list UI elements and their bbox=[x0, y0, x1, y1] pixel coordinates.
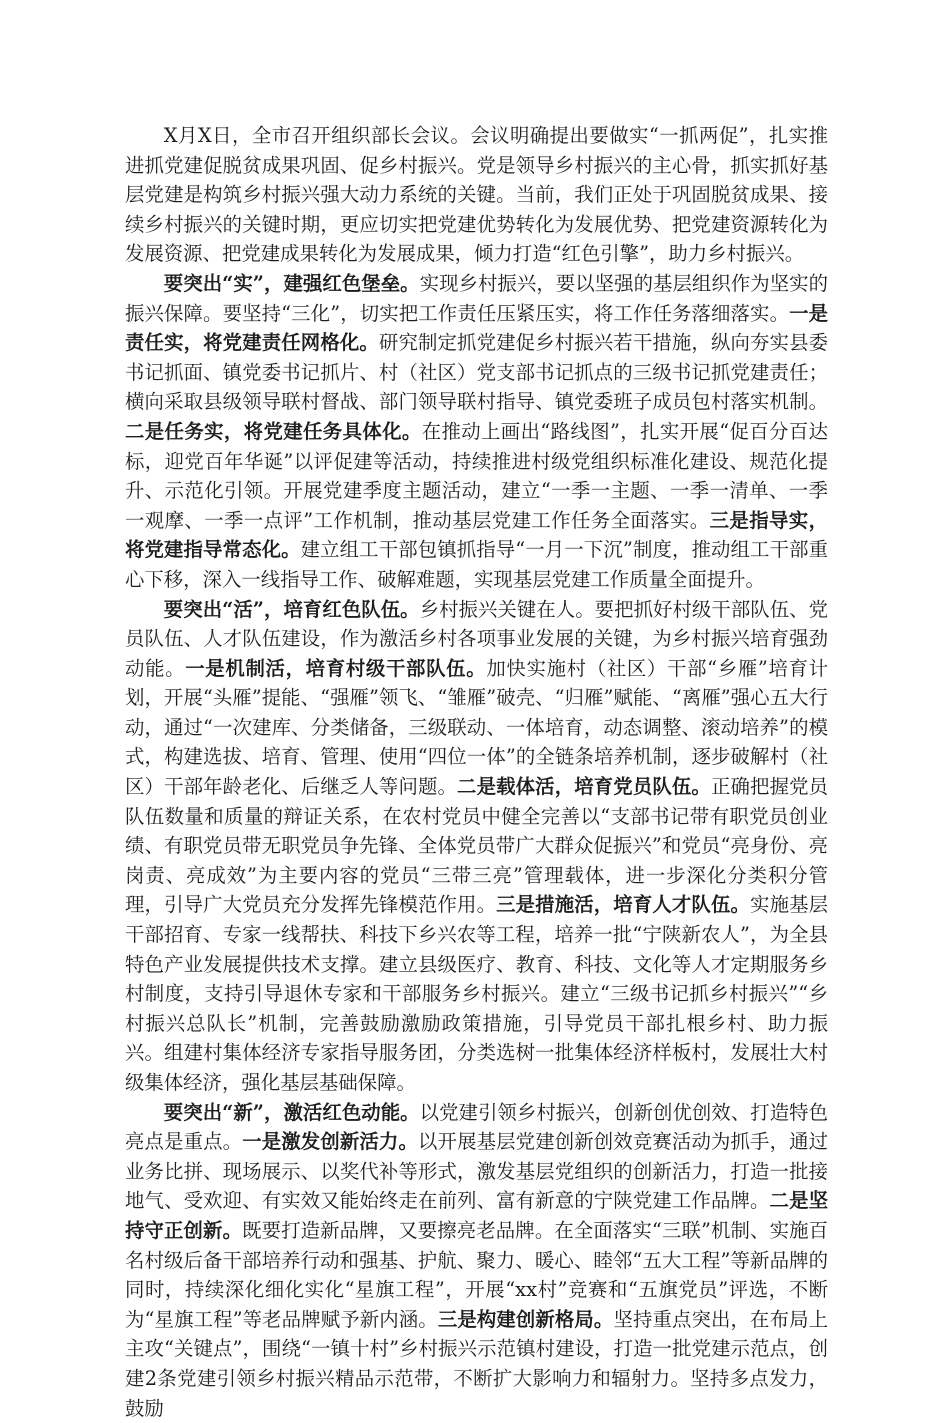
sub-heading: 三是构建创新格局。 bbox=[437, 1307, 614, 1331]
text-run: 坚持重点突出，在布局上主攻“关键点”，围绕“一镇十村”乡村振兴示范镇村建设，打造一批党建示范点，创建2条党建引领乡村振兴精品示范带，不断扩大影响力和辐射力。坚持多点发力，鼓励 bbox=[125, 1307, 828, 1420]
text-run: 以党建引领乡村振兴，创新创优创效、打造特色亮点是重点。 bbox=[125, 1100, 829, 1154]
text-run: 研究制定抓党建促乡村振兴若干措施，纵向夯实县委书记抓面、镇党委书记抓片、村（社区）党支部书记抓点的三级书记抓党建责任；横向采取县级领导联村督战、部门领导联村指导、镇党委班子成员包村落实机制。 bbox=[125, 331, 829, 414]
text-run: 在推动上画出“路线图”，扎实开展“促百分百达标，迎党百年华诞”以评促建等活动，持续推进村级党组织标准化建设、规范化提升、示范化引领。开展党建季度主题活动，建立“一季一主题、一季一清单、一季一观摩、一季一点评”工作机制，推动基层党建工作任务全面落实。 bbox=[125, 419, 828, 532]
paragraph-section-huo bbox=[125, 595, 828, 1098]
paragraph-section-shi bbox=[125, 269, 828, 595]
text-run: 以开展基层党建创新创效竞赛活动为抓手，通过业务比拼、现场展示、以奖代补等形式，激发基层党组织的创新活力，打造一批接地气、受欢迎、有实效又能始终走在前列、富有新意的宁陕党建工作品牌。 bbox=[125, 1130, 829, 1213]
sub-heading: 一是激发创新活力。 bbox=[242, 1130, 418, 1154]
text-run: 实施基层干部招育、专家一线帮扶、科技下乡兴农等工程，培养一批“宁陕新农人”，为全县特色产业发展提供技术支撑。建立县级医疗、教育、科技、文化等人才定期服务乡村制度，支持引导退休专家和干部服务乡村振兴。建立“三级书记抓乡村振兴”“乡村振兴总队长”机制，完善鼓励激励政策措施，引导党员干部扎根乡村、助力振兴。组建村集体经济专家指导服务团，分类选树一批集体经济样板村，发展壮大村级集体经济，强化基层基础保障。 bbox=[125, 893, 829, 1094]
sub-heading: 三是措施活，培育人才队伍。 bbox=[496, 893, 751, 917]
text-run: 实现乡村振兴，要以坚强的基层组织作为坚实的振兴保障。要坚持“三化”，切实把工作责任压紧压实，将工作任务落细落实。 bbox=[125, 271, 829, 325]
text-run: 乡村振兴关键在人。要把抓好村级干部队伍、党员队伍、人才队伍建设，作为激活乡村各项事业发展的关键，为乡村振兴培育强劲动能。 bbox=[125, 597, 829, 680]
text-run: X月X日，全市召开组织部长会议。会议明确提出要做实“一抓两促”，扎实推进抓党建促脱贫成果巩固、促乡村振兴。党是领导乡村振兴的主心骨，抓实抓好基层党建是构筑乡村振兴强大动力系统的关键。当前，我们正处于巩固脱贫成果、接续乡村振兴的关键时期，更应切实把党建优势转化为发展优势、把党建资源转化为发展资源、把党建成果转化为发展成果，倾力打造“红色引擎”，助力乡村振兴。 bbox=[125, 124, 828, 266]
paragraph-intro bbox=[125, 121, 828, 269]
text-run: 既要打造新品牌，又要擦亮老品牌。在全面落实“三联”机制、实施百名村级后备干部培养行动和强基、护航、聚力、暖心、睦邻“五大工程”等新品牌的同时，持续深化细化实化“星旗工程”，开展“xx村”竞赛和“五旗党员”评选，不断为“星旗工程”等老品牌赋予新内涵。 bbox=[125, 1218, 828, 1331]
text-run: 正确把握党员队伍数量和质量的辩证关系，在农村党员中健全完善以“支部书记带有职党员创业绩、有职党员带无职党员争先锋、全体党员带广大群众促振兴”和党员“亮身份、亮岗责、亮成效”为主要内容的党员“三带三亮”管理载体，进一步深化分类积分管理，引导广大党员充分发挥先锋模范作用。 bbox=[125, 775, 829, 917]
sub-heading: 一是责任实，将党建责任网格化。 bbox=[125, 301, 828, 355]
document-body bbox=[125, 121, 828, 1423]
text-run: 建立组工干部包镇抓指导“一月一下沉”制度，推动组工干部重心下移，深入一线指导工作、破解难题，实现基层党建工作质量全面提升。 bbox=[125, 538, 828, 591]
section-heading: 要突出“活”，培育红色队伍。 bbox=[163, 597, 420, 621]
sub-heading: 三是指导实，将党建指导常态化。 bbox=[125, 508, 828, 562]
sub-heading: 一是机制活，培育村级干部队伍。 bbox=[185, 656, 487, 680]
paragraph-section-xin bbox=[125, 1098, 828, 1423]
sub-heading: 二是坚持守正创新。 bbox=[125, 1189, 829, 1242]
section-heading: 要突出“实”，建强红色堡垒。 bbox=[163, 271, 420, 295]
section-heading: 要突出“新”，激活红色动能。 bbox=[163, 1100, 420, 1124]
sub-heading: 二是任务实，将党建任务具体化。 bbox=[125, 419, 422, 443]
sub-heading: 二是载体活，培育党员队伍。 bbox=[457, 775, 711, 799]
text-run: 加快实施村（社区）干部“乡雁”培育计划，开展“头雁”提能、“强雁”领飞、“雏雁”破壳、“归雁”赋能、“离雁”强心五大行动，通过“一次建库、分类储备，三级联动、一体培育，动态调整、滚动培养”的模式，构建选拔、培育、管理、使用“四位一体”的全链条培养机制，逐步破解村（社区）干部年龄老化、后继乏人等问题。 bbox=[125, 656, 829, 799]
